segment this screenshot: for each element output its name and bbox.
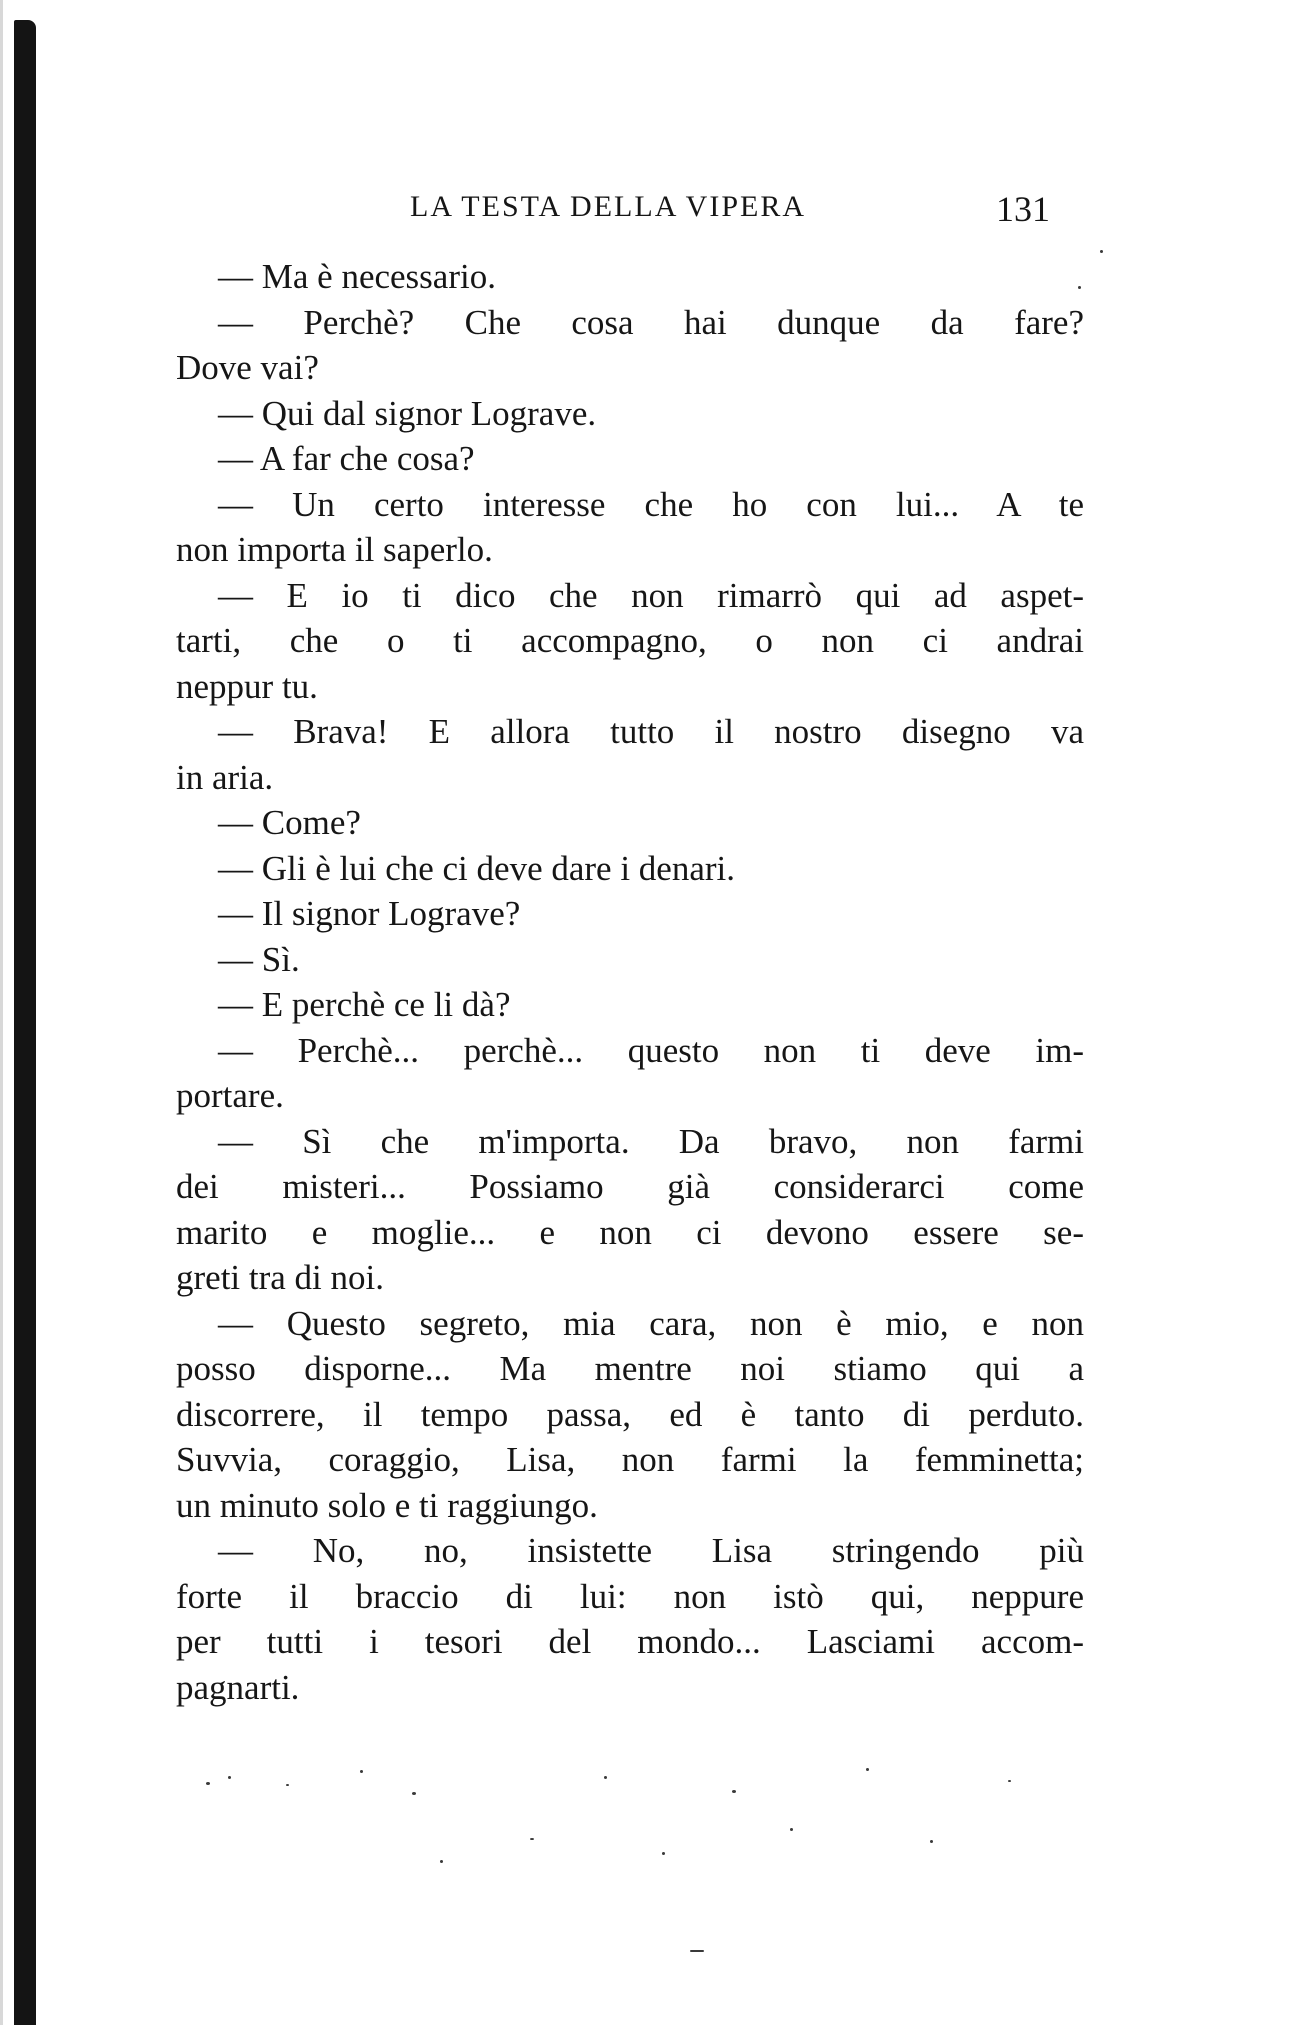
running-title: LA TESTA DELLA VIPERA xyxy=(410,190,807,223)
text-line: posso disporne... Ma mentre noi stiamo qui a xyxy=(176,1349,1084,1388)
text-line: pagnarti. xyxy=(176,1667,300,1707)
speck xyxy=(732,1790,736,1793)
text-line: — Perchè... perchè... questo non ti deve im- xyxy=(218,1030,1084,1070)
speck xyxy=(604,1776,607,1779)
speck xyxy=(690,1950,704,1952)
speck xyxy=(866,1768,869,1771)
text-line: — Sì. xyxy=(218,939,300,979)
text-line: Suvvia, coraggio, Lisa, non farmi la femminetta; xyxy=(176,1440,1084,1479)
book-spine-shadow xyxy=(14,20,36,2025)
text-line: — E io ti dico che non rimarrò qui ad aspet- xyxy=(218,575,1084,615)
speck xyxy=(1078,286,1081,289)
text-line: — Questo segreto, mia cara, non è mio, e non xyxy=(218,1303,1084,1343)
speck xyxy=(530,1838,534,1840)
speck xyxy=(228,1776,231,1779)
speck xyxy=(662,1852,665,1855)
text-line: neppur tu. xyxy=(176,666,318,706)
page-number: 131 xyxy=(996,189,1050,229)
text-line: — Gli è lui che ci deve dare i denari. xyxy=(218,848,736,888)
text-line: — Perchè? Che cosa hai dunque da fare? xyxy=(218,302,1084,342)
text-line: — Sì che m'importa. Da bravo, non farmi xyxy=(218,1121,1084,1161)
text-line: un minuto solo e ti raggiungo. xyxy=(176,1485,598,1525)
body-text xyxy=(176,254,1084,1710)
text-line: in aria. xyxy=(176,757,274,797)
text-line: dei misteri... Possiamo già considerarci come xyxy=(176,1167,1084,1206)
text-line: — Il signor Lograve? xyxy=(218,894,521,933)
text-line: discorrere, il tempo passa, ed è tanto di perduto. xyxy=(176,1394,1084,1434)
text-line: forte il braccio di lui: non istò qui, neppure xyxy=(176,1576,1084,1616)
text-line: — Qui dal signor Lograve. xyxy=(218,393,597,433)
speck xyxy=(412,1792,416,1795)
speck xyxy=(440,1860,443,1863)
text-line: — Ma è necessario. xyxy=(218,257,496,296)
text-line: non importa il saperlo. xyxy=(176,530,493,569)
text-line: marito e moglie... e non ci devono essere se- xyxy=(176,1212,1084,1252)
text-line: — A far che cosa? xyxy=(218,439,475,478)
text-line: — E perchè ce li dà? xyxy=(218,985,511,1024)
page-edge xyxy=(0,0,10,2025)
text-line: Dove vai? xyxy=(176,348,319,387)
text-line: — No, no, insistette Lisa stringendo più xyxy=(218,1531,1084,1570)
page-header xyxy=(410,190,1050,240)
text-line: per tutti i tesori del mondo... Lasciami accom- xyxy=(176,1622,1084,1661)
text-line: tarti, che o ti accompagno, o non ci andrai xyxy=(176,621,1084,660)
speck xyxy=(930,1840,933,1843)
text-line: greti tra di noi. xyxy=(176,1258,385,1297)
speck xyxy=(360,1770,363,1773)
text-line: — Come? xyxy=(218,803,361,842)
speck xyxy=(1008,1780,1011,1782)
speck xyxy=(790,1828,793,1831)
text-line: — Brava! E allora tutto il nostro disegno va xyxy=(218,712,1084,751)
speck xyxy=(286,1784,289,1786)
text-line: portare. xyxy=(176,1076,284,1115)
speck xyxy=(206,1782,210,1785)
speck xyxy=(1100,250,1103,253)
text-line: — Un certo interesse che ho con lui... A te xyxy=(218,484,1084,524)
